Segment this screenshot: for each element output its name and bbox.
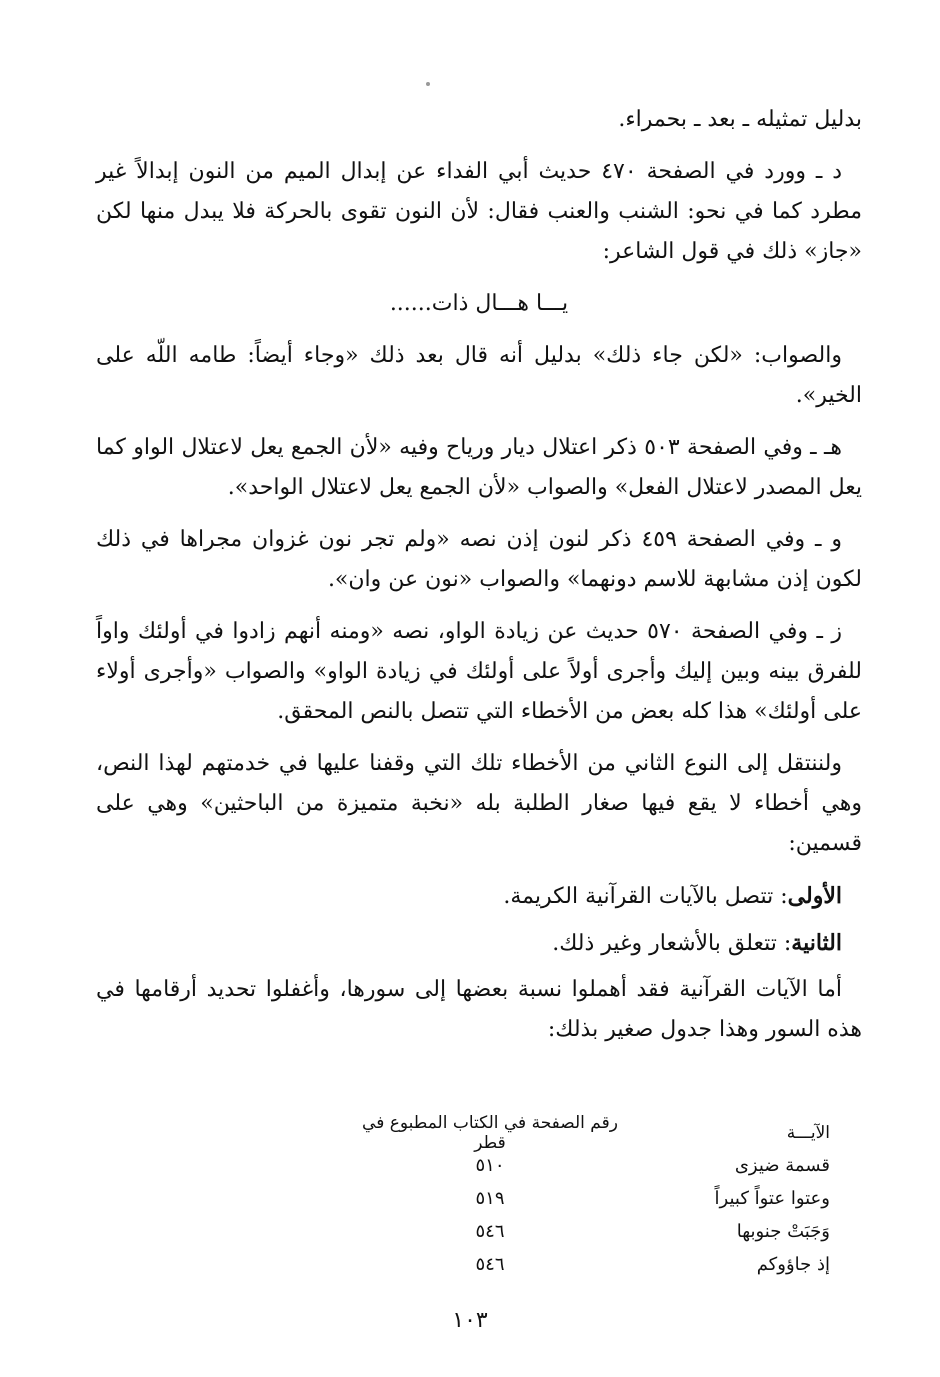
body-text xyxy=(96,100,862,1062)
verses-table xyxy=(360,1112,830,1281)
paragraph-4: هـ ـ وفي الصفحة ٥٠٣ ذكر اعتلال ديار ورياح وفيه «لأن الجمع يعل لاعتلال الواو كما يعل المصدر لاعتلال الفعل» والصواب «لأن الجمع يعل لاعتلال الواحد». xyxy=(96,435,862,500)
table-row xyxy=(360,1149,830,1182)
list-text-second: : تتعلق بالأشعار وغير ذلك. xyxy=(552,931,792,956)
cell-verse: قسمة ضيزى xyxy=(734,1155,830,1176)
paragraph-1: بدليل تمثيله ـ بعد ـ بحمراء. xyxy=(618,107,862,132)
speck-mark xyxy=(426,82,430,86)
verse-line: يـــا هـــال ذات...... xyxy=(389,291,569,316)
header-page: رقم الصفحة في الكتاب المطبوع في قطر xyxy=(362,1112,618,1153)
page-number: ١٠٣ xyxy=(452,1308,488,1333)
paragraph-2: د ـ وورد في الصفحة ٤٧٠ حديث أبي الفداء عن إبدال الميم من النون إبدالاً غير مطرد كما في نحو: الشنب والعنب فقال: لأن النون تقوى بالحركة فلا يبدل منها لكن «جاز» ذلك في قول الشاعر: xyxy=(96,159,862,264)
closing-paragraph: أما الآيات القرآنية فقد أهملوا نسبة بعضها إلى سورها، وأغفلوا تحديد أرقامها في هذه السور وهذا جدول صغير بذلك: xyxy=(96,977,862,1042)
cell-page: ٥١٠ xyxy=(475,1155,505,1176)
list-label-first: الأولى xyxy=(787,883,842,909)
cell-page: ٥٤٦ xyxy=(475,1254,505,1275)
table-row xyxy=(360,1215,830,1248)
list-item-first xyxy=(96,876,862,917)
table-row xyxy=(360,1248,830,1281)
paragraph-7: ولننتقل إلى النوع الثاني من الأخطاء تلك التي وقفنا عليها في خدمتهم لهذا النص، وهي أخطاء لا يقع فيها صغار الطلبة بله «نخبة متميزة من الباحثين» وهي على قسمين: xyxy=(96,751,862,856)
cell-verse: إذ جاؤوكم xyxy=(756,1254,830,1275)
table-row xyxy=(360,1182,830,1215)
header-verse: الآيـــة xyxy=(786,1122,830,1143)
cell-verse: وَجَبَتْ جنوبها xyxy=(736,1221,830,1242)
paragraph-6: ز ـ وفي الصفحة ٥٧٠ حديث عن زيادة الواو، نصه «ومنه أنهم زادوا في أولئك واواً للفرق بينه وبين إليك وأجرى أولاً على أولئك في زيادة الواو» والصواب «وأجرى أولاء على أولئك» هذا كله بعض من الأخطاء التي تتصل بالنص المحقق. xyxy=(96,619,862,724)
cell-page: ٥١٩ xyxy=(475,1188,505,1209)
cell-page: ٥٤٦ xyxy=(475,1221,505,1242)
list-label-second: الثانية xyxy=(791,930,842,956)
list-item-second xyxy=(96,923,862,964)
list-text-first: : تتصل بالآيات القرآنية الكريمة. xyxy=(503,884,788,909)
table-header xyxy=(360,1112,830,1153)
paragraph-5: و ـ وفي الصفحة ٤٥٩ ذكر لنون إذن نصه «ولم تجر نون غزوان مجراها في ذلك لكون إذن مشابهة للاسم دونهما» والصواب «نون عن وان». xyxy=(96,527,862,592)
paragraph-3: والصواب: «لكن جاء ذلك» بدليل أنه قال بعد ذلك «وجاء أيضاً: طامه اللّه على الخير». xyxy=(96,343,862,408)
cell-verse: وعتوا عتواً كبيراً xyxy=(714,1188,830,1209)
